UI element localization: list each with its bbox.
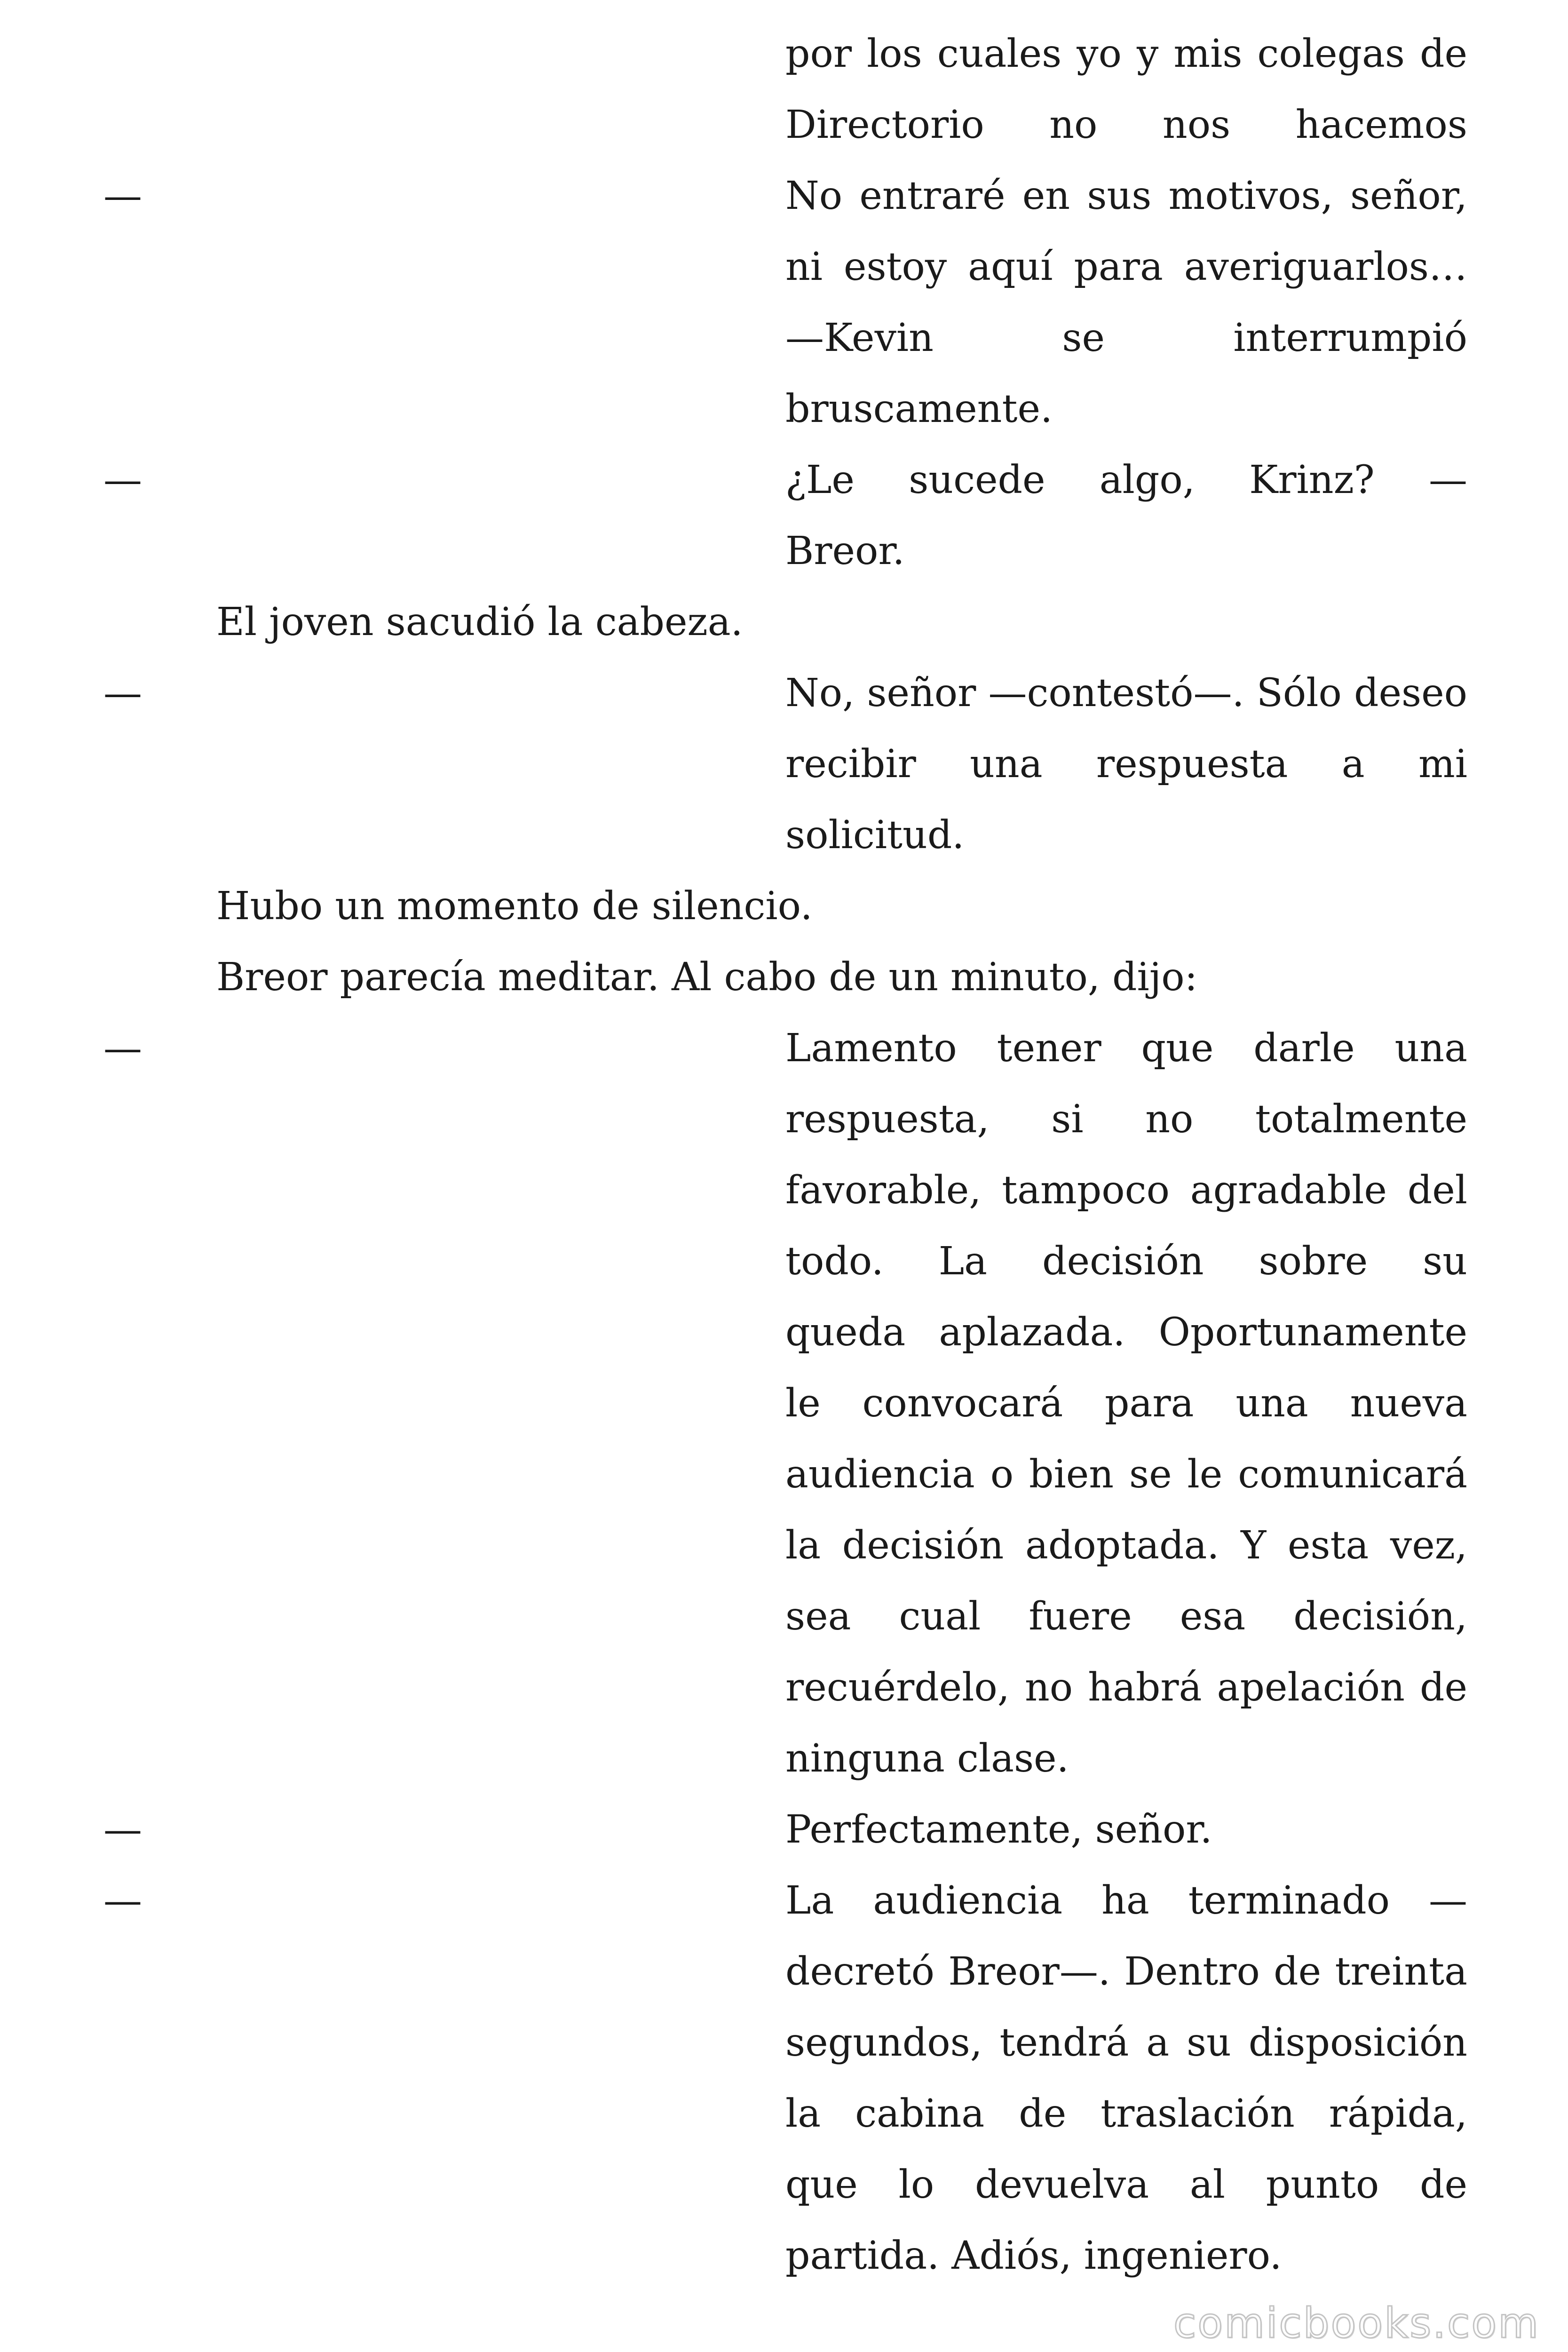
text-line [0,1937,1568,2007]
dialogue-line: La audiencia ha terminado — [785,1878,1467,1923]
text-line [0,800,1568,871]
dialogue-line: queda aplazada. Oportunamente [785,1310,1467,1355]
dialogue-line: todo. La decisión sobre su [785,1239,1467,1284]
text-line [0,1581,1568,1652]
dialogue-dash: — [103,174,142,218]
dialogue-line: No, señor —contestó—. Sólo deseo [785,671,1467,715]
text-line [0,303,1568,373]
dialogue-line: sea cual fuere esa decisión, [785,1594,1467,1639]
text-line [0,1368,1568,1439]
dialogue-dash: — [103,1878,142,1923]
text-line [0,232,1568,302]
text-line [0,19,1568,89]
dialogue-line: ninguna clase. [785,1736,1069,1781]
text-line [0,1724,1568,1794]
dialogue-dash: — [103,1807,142,1852]
paragraph-line: Hubo un momento de silencio. [216,884,813,929]
text-line [0,1226,1568,1297]
dialogue-line: bruscamente. [785,387,1053,431]
text-line [0,1866,1568,1936]
dialogue-line: que lo devuelva al punto de [785,2162,1467,2207]
text-line [0,1795,1568,1865]
dialogue-dash: — [103,671,142,715]
text-line [0,374,1568,445]
dialogue-line: por los cuales yo y mis colegas de [785,32,1467,76]
dialogue-line: ni estoy aquí para averiguarlos… [785,245,1467,289]
dialogue-line: Breor. [785,529,905,573]
text-line [0,1510,1568,1581]
text-line [0,587,1568,658]
dialogue-dash: — [103,1026,142,1071]
text-line [0,90,1568,160]
dialogue-line: solicitud. [785,813,965,858]
text-line [0,2008,1568,2078]
text-line [0,729,1568,800]
dialogue-line: audiencia o bien se le comunicará [785,1452,1467,1497]
text-line [0,1297,1568,1368]
dialogue-line: la decisión adoptada. Y esta vez, [785,1523,1467,1568]
paragraph-line: El joven sacudió la cabeza. [216,600,743,644]
dialogue-line: favorable, tampoco agradable del [785,1168,1467,1213]
text-line [0,942,1568,1013]
text-line [0,2221,1568,2291]
dialogue-line: No entraré en sus motivos, señor, [785,174,1467,218]
watermark: comicbooks.com [1173,2299,1540,2347]
dialogue-line: recuérdelo, no habrá apelación de [785,1665,1467,1710]
dialogue-line: —Kevin se interrumpió [785,316,1467,360]
dialogue-line: Directorio no nos hacemos [785,103,1467,147]
text-line [0,1653,1568,1723]
dialogue-line: recibir una respuesta a mi [785,742,1467,787]
text-line [0,1439,1568,1510]
text-line [0,161,1568,231]
dialogue-dash: — [103,458,142,502]
dialogue-line: decretó Breor—. Dentro de treinta [785,1949,1467,1994]
text-line [0,1013,1568,1084]
text-line [0,658,1568,729]
dialogue-line: Lamento tener que darle una [785,1026,1467,1071]
dialogue-line: Perfectamente, señor. [785,1807,1212,1852]
text-line [0,1155,1568,1226]
text-line [0,2079,1568,2149]
dialogue-line: ¿Le sucede algo, Krinz? — [785,458,1467,502]
dialogue-line: la cabina de traslación rápida, [785,2091,1467,2136]
dialogue-line: respuesta, si no totalmente [785,1097,1467,1142]
paragraph-line: Breor parecía meditar. Al cabo de un minuto, dijo: [216,955,1198,1000]
dialogue-line: segundos, tendrá a su disposición [785,2020,1467,2065]
dialogue-line: le convocará para una nueva [785,1381,1467,1426]
text-line [0,1084,1568,1155]
text-line [0,445,1568,516]
text-line [0,871,1568,942]
text-line [0,516,1568,587]
text-line [0,2150,1568,2220]
dialogue-line: partida. Adiós, ingeniero. [785,2233,1282,2278]
